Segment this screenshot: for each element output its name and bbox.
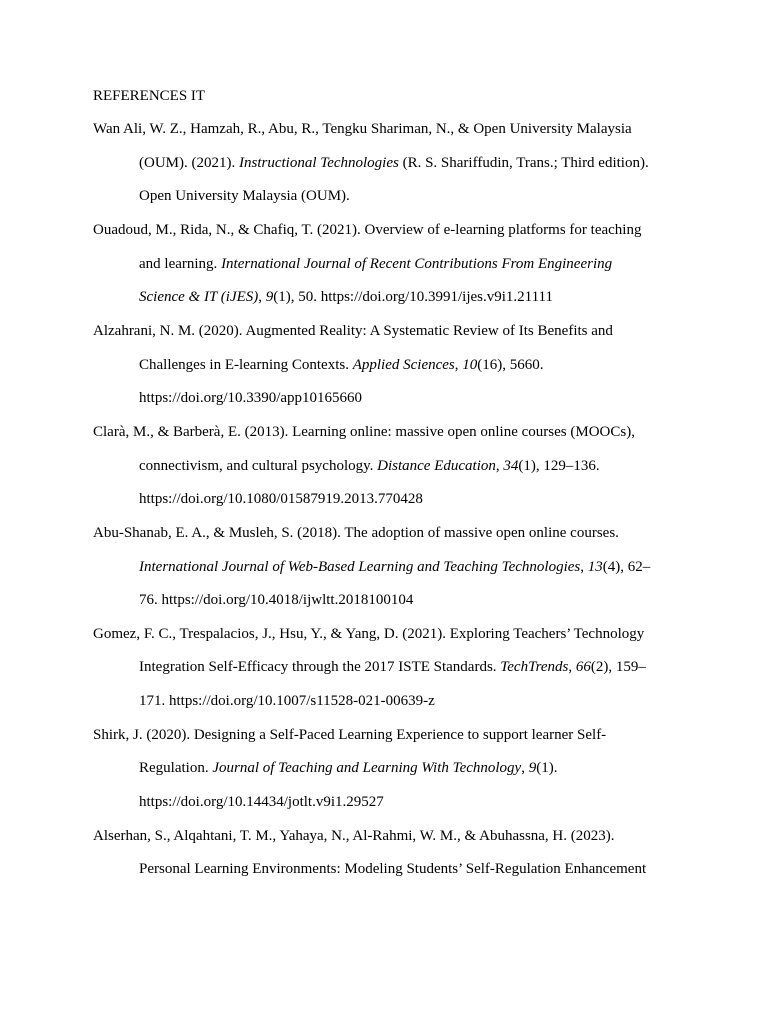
reference-line [139,691,435,711]
reference-volume: 13 [587,559,603,575]
reference-line [139,388,362,408]
reference-text: Personal Learning Environments: Modeling Students’ Self-Regulation Enhancement [139,861,647,877]
reference-line [139,557,650,577]
reference-line [93,826,615,846]
reference-journal: Journal of Teaching and Learning With Technology [212,760,522,776]
reference-text: (2), 159– [590,659,646,675]
reference-journal: International Journal of Web-Based Learning and Teaching Technologies [139,559,581,575]
reference-text: Open University Malaysia (OUM). [139,188,350,204]
reference-text: Challenges in E-learning Contexts. [139,357,353,373]
reference-line [93,220,641,240]
reference-line [139,792,384,812]
reference-text: (R. S. Shariffudin, Trans.; Third edition). [398,155,649,171]
reference-line [93,523,619,543]
reference-text: Alzahrani, N. M. (2020). Augmented Reality: A Systematic Review of Its Benefits and [93,323,613,339]
reference-line [139,758,557,778]
reference-journal: Distance Education [377,458,496,474]
reference-line [139,657,646,677]
reference-text: (1), 50. https://doi.org/10.3991/ijes.v9i1.21111 [273,289,553,305]
reference-doi: 76. https://doi.org/10.4018/ijwltt.2018100104 [139,592,414,608]
reference-journal: TechTrends [500,659,569,675]
reference-text: Integration Self-Efficacy through the 2017 ISTE Standards. [139,659,501,675]
reference-doi: https://doi.org/10.3390/app10165660 [139,390,363,406]
reference-line [93,422,635,442]
reference-volume: 9 [265,289,274,305]
reference-line [139,153,649,173]
reference-journal: Applied Sciences [352,357,455,373]
reference-title: Instructional Technologies [238,155,399,171]
reference-line [139,456,600,476]
reference-text: Clarà, M., & Barberà, E. (2013). Learning online: massive open online courses (MOOCs), [93,424,635,440]
reference-text: and learning. [139,256,222,272]
reference-text: (OUM). (2021). [139,155,239,171]
reference-line [139,859,646,879]
reference-text: , [258,289,266,305]
reference-text: Gomez, F. C., Trespalacios, J., Hsu, Y., & Yang, D. (2021). Exploring Teachers’ Technology [93,626,645,642]
reference-doi: 171. https://doi.org/10.1007/s11528-021-00639-z [139,693,435,709]
reference-line [139,287,553,307]
reference-text: Shirk, J. (2020). Designing a Self-Paced Learning Experience to support learner Self- [93,727,607,743]
reference-doi: https://doi.org/10.1080/01587919.2013.770428 [139,491,423,507]
reference-line [139,355,544,375]
reference-line [139,489,423,509]
reference-text: (16), 5660. [477,357,544,373]
reference-volume: 34 [503,458,519,474]
reference-volume: 10 [462,357,478,373]
reference-journal: International Journal of Recent Contributions From Engineering [221,256,613,272]
reference-text: Wan Ali, W. Z., Hamzah, R., Abu, R., Tengku Shariman, N., & Open University Malaysia [93,121,632,137]
page-heading: REFERENCES IT [93,88,206,104]
reference-line [139,186,350,206]
reference-text: Regulation. [139,760,213,776]
reference-text: Alserhan, S., Alqahtani, T. M., Yahaya, N., Al-Rahmi, W. M., & Abuhassna, H. (2023). [93,828,615,844]
reference-text: , [454,357,463,373]
reference-journal: Science & IT (iJES) [139,289,259,305]
reference-text: , [568,659,576,675]
reference-text: (1), 129–136. [518,458,600,474]
reference-text: (4), 62– [602,559,651,575]
reference-line [139,254,612,274]
reference-line [93,321,613,341]
reference-doi: https://doi.org/10.14434/jotlt.v9i1.29527 [139,794,384,810]
reference-line [93,624,644,644]
reference-text: , [580,559,588,575]
reference-text: connectivism, and cultural psychology. [139,458,378,474]
reference-text: , [495,458,504,474]
reference-volume: 9 [528,760,537,776]
reference-text: , [521,760,529,776]
reference-text: Ouadoud, M., Rida, N., & Chafiq, T. (2021). Overview of e-learning platforms for teaching [93,222,642,238]
reference-line [93,725,606,745]
reference-line [139,590,413,610]
reference-text: (1). [536,760,558,776]
reference-line [93,119,632,139]
reference-volume: 66 [575,659,591,675]
reference-text: Abu-Shanab, E. A., & Musleh, S. (2018). The adoption of massive open online courses. [93,525,619,541]
